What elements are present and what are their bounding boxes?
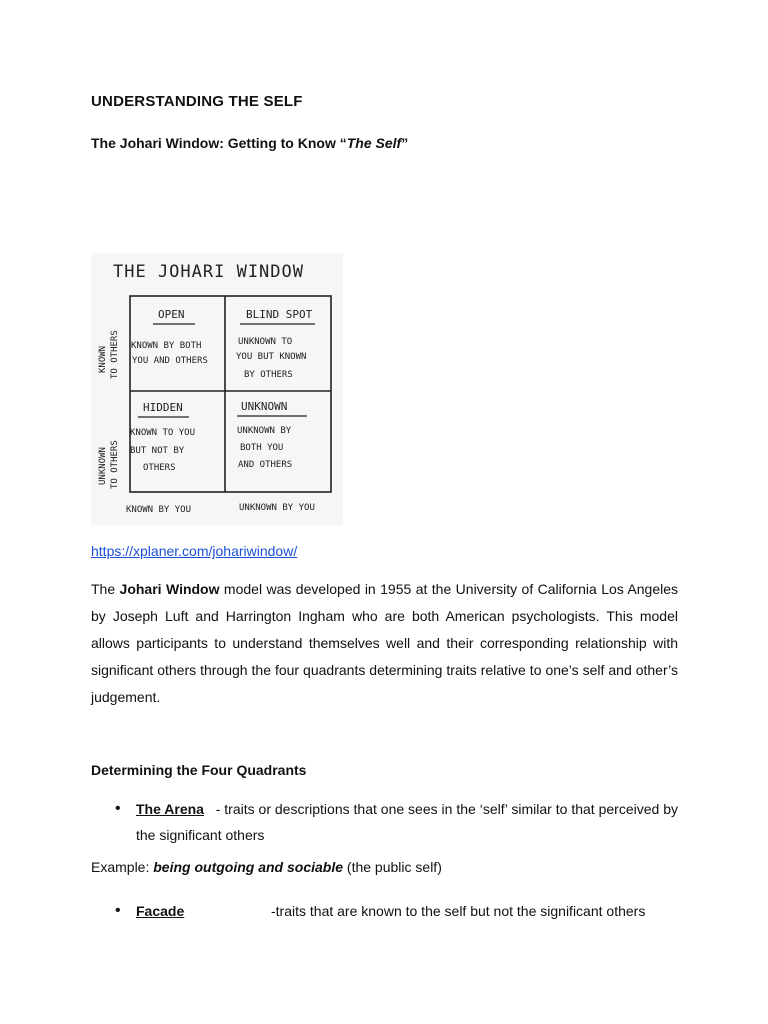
subtitle-prefix: The Johari Window: Getting to Know “ <box>91 135 347 151</box>
intro-paragraph <box>91 576 678 711</box>
section-heading: Determining the Four Quadrants <box>91 762 307 778</box>
example-label: Example: <box>91 859 154 875</box>
arena-description: - traits or descriptions that one sees in the ‘self’ similar to that perceived by the significant others <box>136 801 682 843</box>
column-label-unknown: UNKNOWN BY YOU <box>239 503 315 513</box>
facade-description: -traits that are known to the self but not the significant others <box>271 903 646 919</box>
quadrant-hidden-title: HIDDEN <box>143 401 183 414</box>
page-title: UNDERSTANDING THE SELF <box>91 93 303 110</box>
intro-bold-term: Johari Window <box>119 581 220 597</box>
quadrant-open-line: KNOWN BY BOTH <box>131 341 202 351</box>
source-link[interactable]: https://xplaner.com/johariwindow/ <box>91 543 298 559</box>
subtitle-suffix: ” <box>401 135 409 151</box>
quadrant-unknown-title: UNKNOWN <box>241 400 288 413</box>
figure-heading: THE JOHARI WINDOW <box>113 262 304 282</box>
quadrant-blind-spot-line: YOU BUT KNOWN <box>236 352 307 362</box>
subtitle-emphasis: The Self <box>346 135 402 151</box>
quadrant-hidden-line: OTHERS <box>143 463 176 473</box>
svg-text:TO OTHERS: TO OTHERS <box>110 330 120 379</box>
quadrant-blind-spot-line: UNKNOWN TO <box>238 337 293 347</box>
quadrant-blind-spot-title: BLIND SPOT <box>246 308 313 321</box>
arena-term: The Arena <box>136 801 204 817</box>
quadrant-unknown-line: BOTH YOU <box>240 443 284 453</box>
row-label-unknown <box>98 440 120 489</box>
svg-text:TO OTHERS: TO OTHERS <box>110 440 120 489</box>
arena-body <box>136 796 682 848</box>
svg-text:UNKNOWN: UNKNOWN <box>98 447 108 485</box>
quadrant-blind-spot-line: BY OTHERS <box>244 370 293 380</box>
list-item-arena <box>91 796 682 848</box>
svg-text:KNOWN: KNOWN <box>98 345 108 373</box>
johari-window-figure <box>91 253 343 525</box>
intro-text: The <box>91 581 120 597</box>
quadrant-unknown-line: AND OTHERS <box>238 460 293 470</box>
quadrant-hidden-line: BUT NOT BY <box>130 446 185 456</box>
example-rest: (the public self) <box>343 859 442 875</box>
intro-text: model was developed in 1955 at the University of California Los Angeles by Joseph Luft and Harrington Ingham who are both American psychologists. This model allows participants to understand themselves well and their corresponding relationship with significant others through the four quadrants determining traits relative to one’s self and other’s judgement. <box>91 581 679 705</box>
johari-window-drawing <box>91 253 343 525</box>
bullet-dot: • <box>115 800 121 817</box>
quadrant-open-title: OPEN <box>158 308 185 321</box>
example-line <box>91 859 442 875</box>
subtitle <box>91 135 408 151</box>
example-emphasis: being outgoing and sociable <box>153 859 344 875</box>
row-label-known <box>98 330 120 379</box>
quadrant-hidden-line: KNOWN TO YOU <box>130 428 196 438</box>
facade-term: Facade <box>136 903 185 919</box>
column-label-known: KNOWN BY YOU <box>126 505 192 515</box>
quadrant-unknown-line: UNKNOWN BY <box>237 426 292 436</box>
quadrant-open-line: YOU AND OTHERS <box>132 356 208 366</box>
bullet-dot: • <box>115 902 121 919</box>
